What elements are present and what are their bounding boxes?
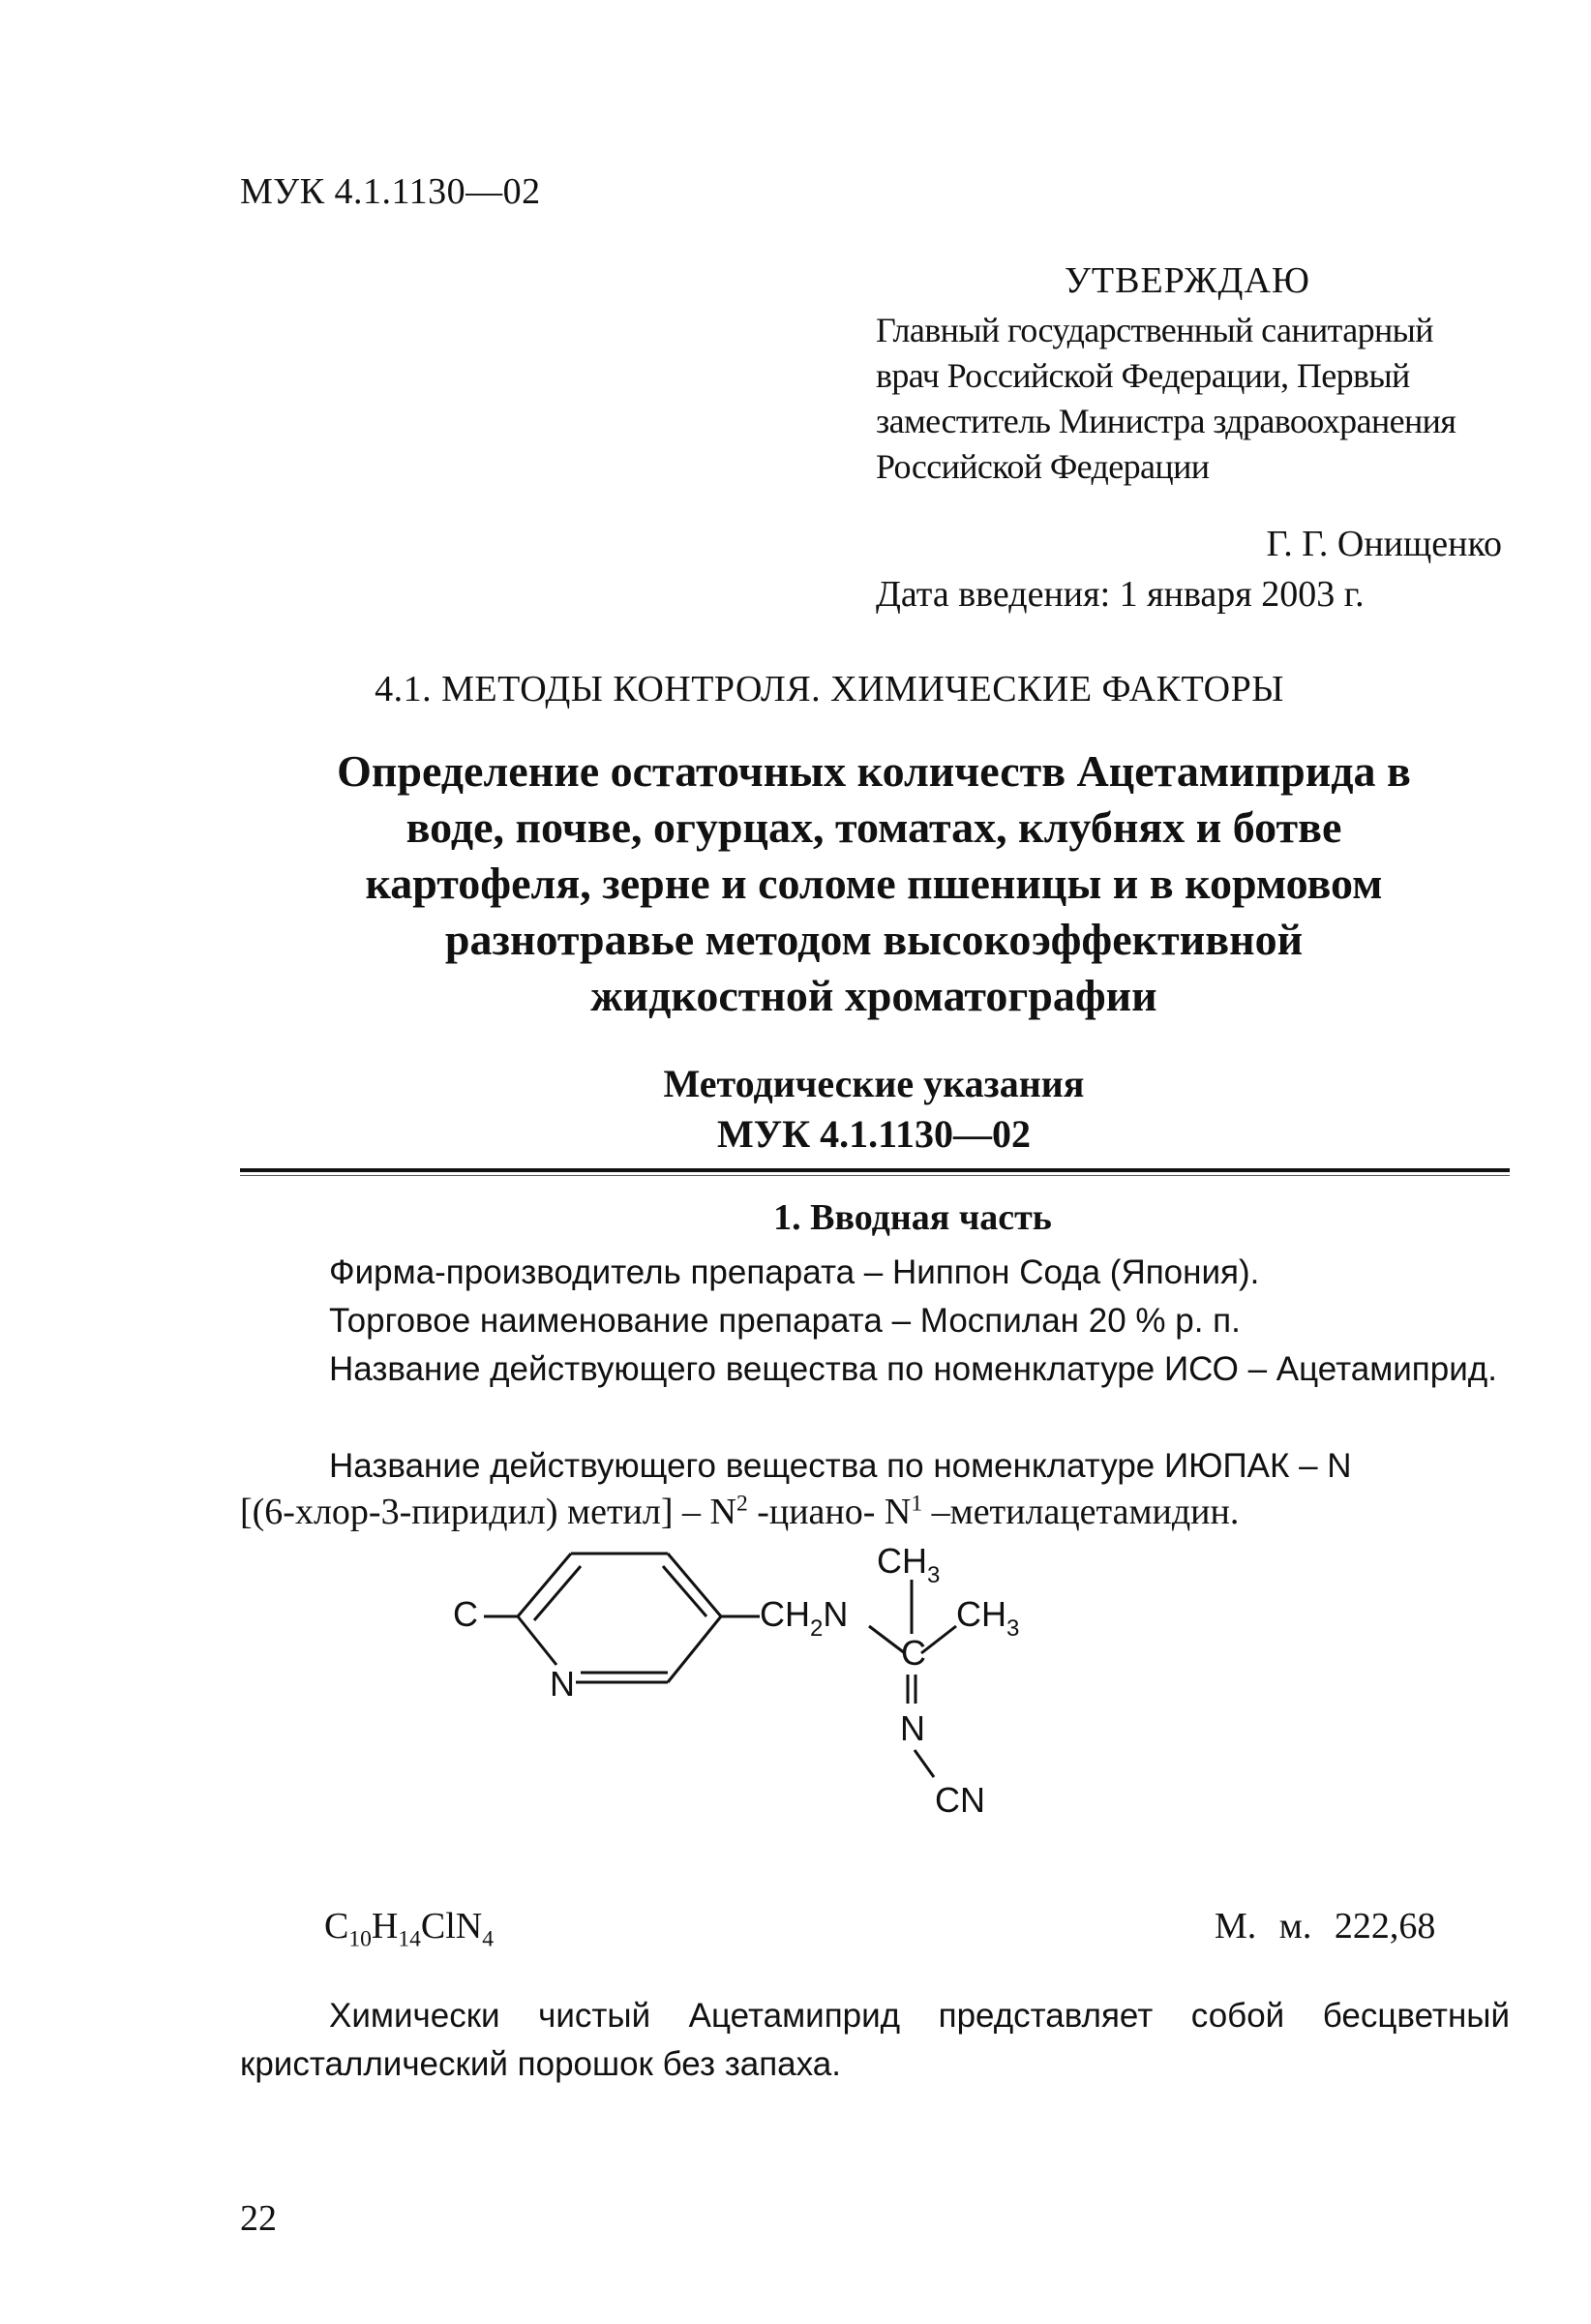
ch3-top-label [877, 1541, 940, 1588]
ch3-right-ch: CH [956, 1594, 1006, 1634]
title-line: картофеля, зерне и соломе пшеницы и в кормовом [365, 859, 1383, 908]
section1-heading: 1. Вводная часть [773, 1197, 1052, 1238]
ch2n-label [760, 1594, 848, 1642]
iupac-name-intro [240, 1442, 1508, 1491]
iupac-part2: -циано- N [747, 1492, 912, 1532]
acetamiprid-structure [426, 1529, 1103, 1849]
subtitle-line: Методические указания [663, 1062, 1085, 1105]
iupac-sup2: 1 [911, 1491, 923, 1517]
iso-name-paragraph: Название действующего вещества по номенклатуре ИСО – Ацетамиприд. [329, 1350, 1497, 1388]
manufacturer-line: Фирма-производитель препарата – Ниппон Сода (Япония). [329, 1253, 1260, 1291]
document-title [240, 743, 1508, 1024]
document-code: МУК 4.1.1130—02 [240, 171, 541, 212]
approval-line: Российской Федерации [876, 447, 1210, 486]
molar-mass: М. м. 222,68 [1215, 1906, 1436, 1947]
formula-c-count: 10 [348, 1926, 372, 1952]
formula-h-count: 14 [398, 1926, 421, 1952]
ch2n-n: N [823, 1594, 849, 1634]
ch3-top-sub: 3 [927, 1562, 941, 1588]
formula-c: C [324, 1906, 349, 1947]
description-paragraph: Химически чистый Ацетамиприд представляет собой бесцветный кристаллический порошок без запаха. [240, 1997, 1510, 2083]
ch3-top-ch: CH [877, 1541, 927, 1581]
page-number: 22 [240, 2198, 277, 2239]
section-heading: 4.1. МЕТОДЫ КОНТРОЛЯ. ХИМИЧЕСКИЕ ФАКТОРЫ [375, 669, 1284, 709]
title-line: Определение остаточных количеств Ацетамиприда в [337, 746, 1411, 796]
iupac-part3: –метилацетамидин. [922, 1492, 1240, 1532]
iupac-intro-text: Название действующего вещества по номенклатуре ИЮПАК – N [329, 1447, 1352, 1485]
divider-rule [240, 1168, 1510, 1172]
formula-n-count: 4 [482, 1926, 495, 1952]
formula-h: H [371, 1906, 399, 1947]
ch3-right-sub: 3 [1006, 1615, 1020, 1642]
iupac-sup1: 2 [735, 1491, 748, 1517]
title-line: разнотравье методом высокоэффективной [444, 915, 1304, 964]
cyano-label: CN [935, 1780, 985, 1820]
chlorine-label: C [453, 1594, 478, 1634]
introduction-date: Дата введения: 1 января 2003 г. [876, 574, 1365, 615]
imine-nitrogen-label: N [900, 1708, 925, 1748]
ch2n-ch: CH [760, 1594, 810, 1634]
subtitle-code: МУК 4.1.1130—02 [717, 1112, 1031, 1156]
formula-cln: ClN [420, 1906, 483, 1947]
approval-line: врач Российской Федерации, Первый [876, 356, 1410, 395]
approval-line: заместитель Министра здравоохранения [876, 402, 1456, 440]
divider-rule-thin [240, 1175, 1510, 1176]
title-line: жидкостной хроматографии [590, 971, 1157, 1020]
ring-nitrogen-label: N [550, 1664, 575, 1704]
approval-title: УТВЕРЖДАЮ [1065, 260, 1310, 301]
trade-name-line: Торговое наименование препарата – Моспилан 20 % р. п. [329, 1302, 1241, 1340]
molecular-formula [324, 1905, 494, 1953]
carbon-label: C [901, 1633, 926, 1673]
document-subtitle [240, 1059, 1508, 1160]
approval-line: Главный государственный санитарный [876, 311, 1433, 349]
ch2n-sub: 2 [810, 1615, 824, 1642]
title-line: воде, почве, огурцах, томатах, клубнях и ботве [405, 802, 1342, 852]
iupac-part1: [(6-хлор-3-пиридил) метил] – N [240, 1492, 736, 1532]
signer-name: Г. Г. Онищенко [1266, 524, 1502, 564]
ch3-right-label [956, 1594, 1019, 1642]
iupac-name-line [240, 1491, 1508, 1533]
approval-block [876, 259, 1505, 490]
